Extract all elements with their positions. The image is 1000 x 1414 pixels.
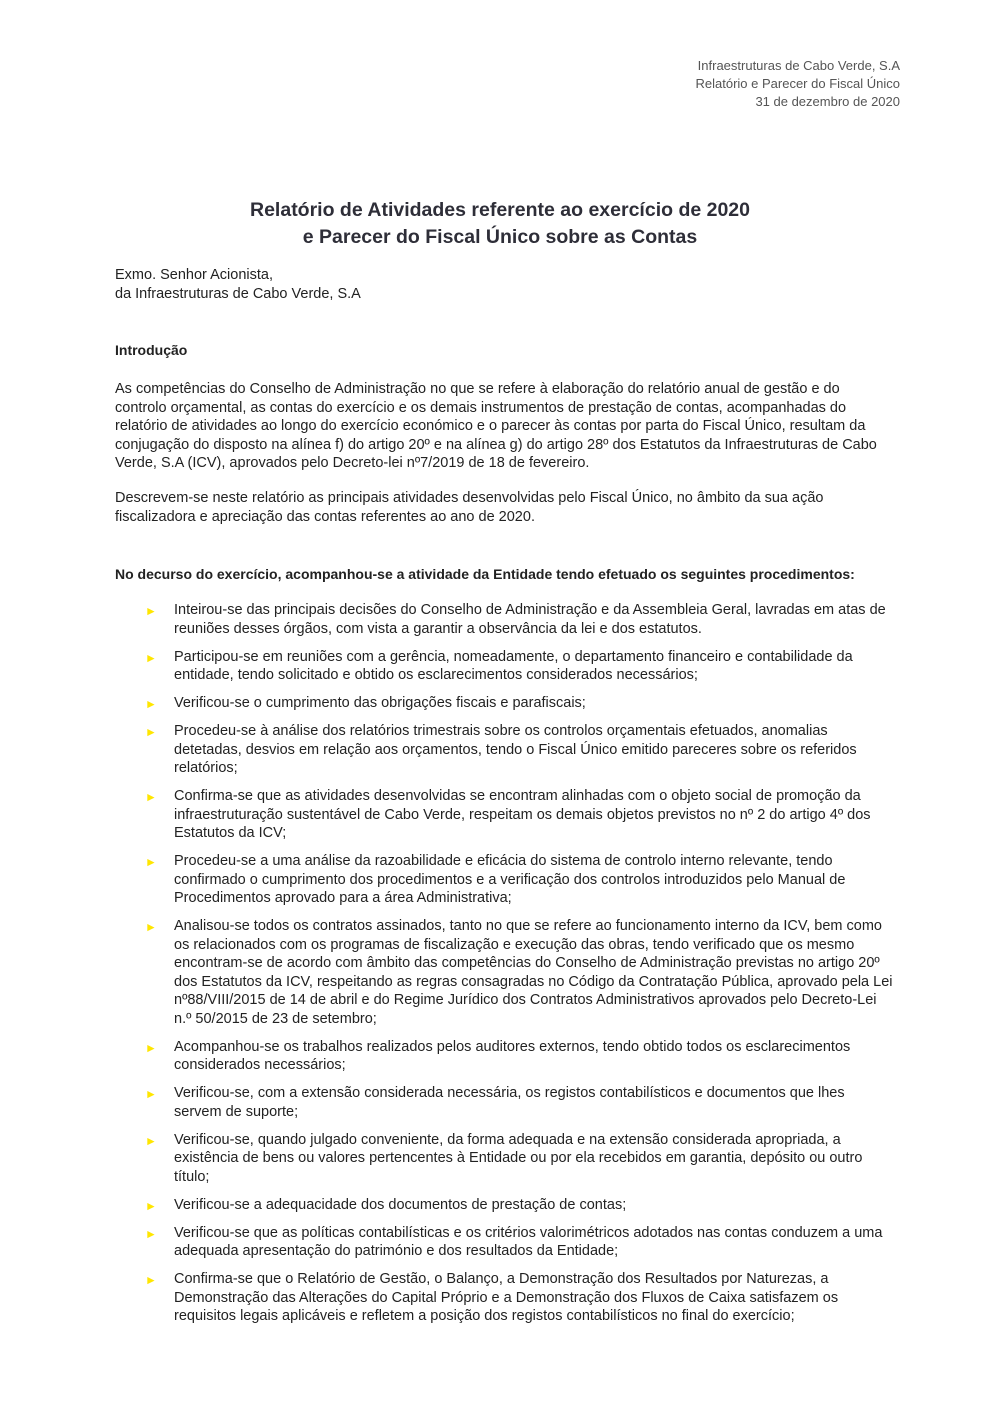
page-header [696,57,900,111]
bullet-arrow-icon: ► [145,725,157,739]
bullet-arrow-icon: ► [145,650,157,665]
list-item-text: Verificou-se que as políticas contabilísticas e os critérios valorimétricos adotados nas contas conduzem a uma adequada apresentação do património e dos resultados da Entidade; [174,1224,883,1259]
list-item-text: Analisou-se todos os contratos assinados, tanto no que se refere ao funcionamento interno da ICV, bem como os relacionados com os programas de fiscalização e execução das obras, tendo verificado que os mesmo encontram-se de acordo com âmbito das competências do Conselho de Administração previstas no artigo 20º dos Estatutos da ICV, respeitando as regras consagradas no Código da Contratação Pública, aprovado pela Lei nº88/VIII/2015 de 14 de abril e do Regime Jurídico dos Contratos Administrativos aprovados pelo Decreto-Lei n.º 50/2015 de 23 de setembro; [174,918,893,1027]
list-item [145,1038,895,1075]
salutation-line-2: da Infraestruturas de Cabo Verde, S.A [115,285,361,302]
list-item [145,917,895,1028]
list-item [145,1084,895,1121]
document-title [0,197,1000,251]
list-item [145,1196,895,1215]
intro-paragraph-1: As competências do Conselho de Administração no que se refere à elaboração do relatório anual de gestão e do controlo orçamental, as contas do exercício e os demais instrumentos de prestação de contas, acompanhadas do relatório de atividades ao longo do exercício económico e o parecer às contas por parta do Fiscal Único, resultam da conjugação do disposto na alínea f) do artigo 20º e na alínea g) do artigo 28º dos Estatutos da Infraestruturas de Cabo Verde, S.A (ICV), aprovados pelo Decreto-lei nº7/2019 de 18 de fevereiro. [115,381,877,471]
bullet-arrow-icon: ► [145,920,157,934]
bullet-arrow-icon: ► [145,1133,157,1148]
bullet-arrow-icon: ► [145,855,157,869]
bullet-arrow-icon: ► [145,1087,157,1101]
header-company: Infraestruturas de Cabo Verde, S.A [697,58,900,73]
list-item-text: Procedeu-se à análise dos relatórios trimestrais sobre os controlos orçamentais efetuados, anomalias detetadas, desvios em relação aos orçamentos, tendo o Fiscal Único emitido pareceres sobre os referidos relatórios; [174,723,857,776]
salutation [115,266,361,303]
title-line-2: e Parecer do Fiscal Único sobre as Contas [302,226,698,248]
intro-heading: Introdução [115,342,188,358]
bullet-arrow-icon: ► [145,1226,157,1241]
list-item-text: Participou-se em reuniões com a gerência, nomeadamente, o departamento financeiro e contabilidade da entidade, tendo solicitado e obtido os esclarecimentos considerados necessários; [174,648,853,683]
list-item-text: Acompanhou-se os trabalhos realizados pelos auditores externos, tendo obtido todos os esclarecimentos considerados necessários; [174,1038,851,1073]
list-item-text: Verificou-se a adequacidade dos documentos de prestação de contas; [174,1196,627,1213]
list-item-text: Procedeu-se a uma análise da razoabilidade e eficácia do sistema de controlo interno relevante, tendo confirmado o cumprimento dos procedimentos e a verificação dos controlos introduzidos pelo Manual de Procedimentos aprovado para a área Administrativa; [174,853,846,906]
list-item [145,852,895,908]
list-item [145,601,895,638]
list-item-text: Confirma-se que as atividades desenvolvidas se encontram alinhadas com o objeto social de promoção da infraestruturação sustentável de Cabo Verde, respeitam os demais objetos previstos no nº 2 do artigo 4º dos Estatutos da ICV; [174,788,871,841]
bullet-arrow-icon: ► [145,1198,157,1213]
list-item-text: Verificou-se, com a extensão considerada necessária, os registos contabilísticos e documentos que lhes servem de suporte; [174,1085,845,1120]
list-item [145,1131,895,1187]
intro-paragraph-2: Descrevem-se neste relatório as principais atividades desenvolvidas pelo Fiscal Único, no âmbito da sua ação fiscalizadora e apreciação das contas referentes ao ano de 2020. [115,490,824,525]
list-item [145,648,895,685]
bullet-arrow-icon: ► [145,1040,157,1055]
header-report: Relatório e Parecer do Fiscal Único [695,76,900,91]
list-item-text: Verificou-se o cumprimento das obrigações fiscais e parafiscais; [174,695,586,711]
list-item [145,694,895,713]
bullet-arrow-icon: ► [145,697,157,711]
salutation-line-1: Exmo. Senhor Acionista, [115,267,273,283]
list-item [145,722,895,778]
list-item [145,1224,895,1261]
bullet-arrow-icon: ► [145,790,157,804]
list-item [145,1270,895,1326]
procedures-list [145,601,895,1335]
list-item-text: Verificou-se, quando julgado conveniente, da forma adequada e na extensão considerada apropriada, a existência de bens ou valores pertencentes à Entidade ou por ela recebidos em garantia, depósito ou outro título; [174,1131,863,1185]
bullet-arrow-icon: ► [145,1273,157,1287]
list-item [145,787,895,843]
title-line-1: Relatório de Atividades referente ao exercício de 2020 [250,199,750,221]
procedures-heading: No decurso do exercício, acompanhou-se a atividade da Entidade tendo efetuado os seguintes procedimentos: [115,566,855,582]
list-item-text: Confirma-se que o Relatório de Gestão, o Balanço, a Demonstração dos Resultados por Naturezas, a Demonstração das Alterações do Capital Próprio e a Demonstração dos Fluxos de Caixa satisfazem os requisitos legais aplicáveis e refletem a posição dos registos contabilísticos no final do exercício; [174,1271,839,1324]
header-date: 31 de dezembro de 2020 [755,94,900,109]
list-item-text: Inteirou-se das principais decisões do Conselho de Administração e da Assembleia Geral, lavradas em atas de reuniões desses órgãos, com vista a garantir a observância da lei e dos estatutos. [174,602,886,637]
bullet-arrow-icon: ► [145,604,157,618]
